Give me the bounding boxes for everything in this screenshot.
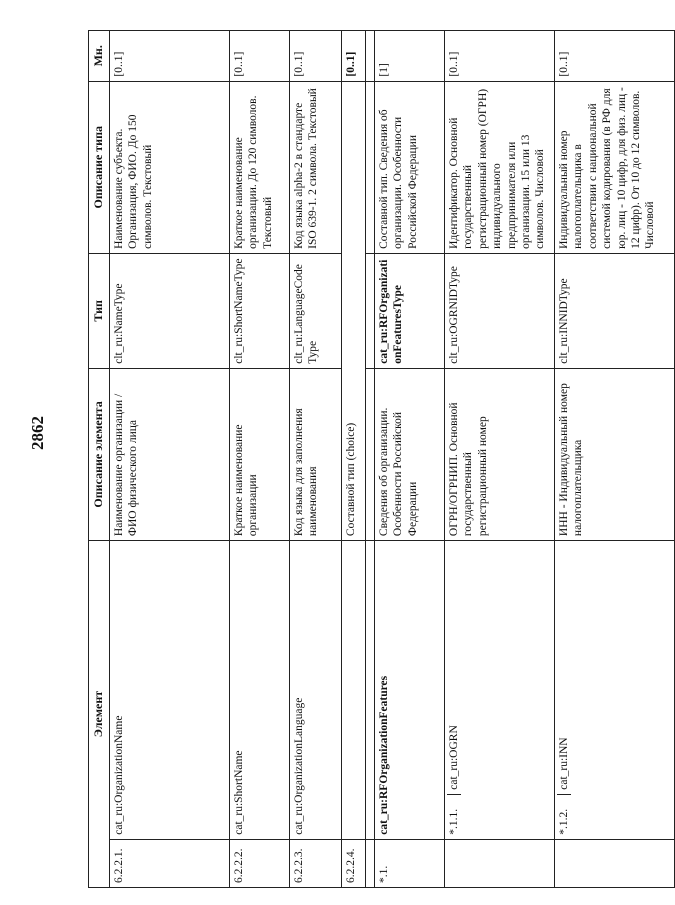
row-number: 6.2.2.4. [342, 839, 366, 887]
table-gap-row [366, 31, 375, 888]
row-type-desc: Краткое наименование организации. До 120 символов. Текстовый [230, 81, 290, 253]
row-element: cat_ru:ShortName [230, 541, 290, 840]
row-type: clt_ru:OGRNIDType [445, 253, 555, 368]
row-type: clt_ru:ShortNameType [230, 253, 290, 368]
row-min: [0..1] [555, 31, 675, 82]
table-row [555, 31, 675, 888]
header-min: Мн. [89, 31, 110, 82]
row-element-desc: Краткое наименование организации [230, 368, 290, 540]
rotated-table-container [88, 30, 657, 888]
header-element: Элемент [89, 541, 110, 888]
row-min: [0..1] [445, 31, 555, 82]
row-type: clt_ru:INNIDType [555, 253, 675, 368]
row-element [342, 541, 366, 840]
row-type-desc: Индивидуальный номер налогоплательщика в соответствии с национальной системой кодирования (в РФ для юр. лиц - 10 цифр, для физ. лиц - 12 цифр). От 10 до 12 символов. Числовой [555, 81, 675, 253]
header-element-desc: Описание элемента [89, 368, 110, 540]
schema-table [88, 30, 675, 888]
page-number: 2862 [28, 416, 47, 450]
row-element-desc: ОГРН/ОГРНИП. Основной государственный регистрационный номер [445, 368, 555, 540]
table-header-row [89, 31, 110, 888]
table-row [342, 31, 366, 888]
row-element [555, 541, 675, 840]
row-element-desc: Код языка для заполнения наименования [290, 368, 342, 540]
table-row [110, 31, 230, 888]
row-element-desc: Составной тип (choice) [342, 81, 366, 541]
row-number: 6.2.2.1. [110, 839, 230, 887]
row-element-desc: ИНН - Индивидуальный номер налогоплательщика [555, 368, 675, 540]
row-type: clt_ru:NameType [110, 253, 230, 368]
row-min: [1] [375, 31, 445, 82]
row-subnumber: *.1.1. [447, 794, 461, 835]
row-type-desc: Код языка alpha-2 в стандарте ISO 639-1. 2 символа. Текстовый [290, 81, 342, 253]
row-number: 6.2.2.3. [290, 839, 342, 887]
row-subnumber: *.1.2. [557, 794, 571, 835]
row-min: [0..1] [342, 31, 366, 82]
header-type-desc: Описание типа [89, 81, 110, 253]
row-number-blank [555, 839, 675, 887]
row-type-desc: Наименование субъекта. Организация, ФИО. До 150 символов. Текстовый [110, 81, 230, 253]
row-type-desc: Составной тип. Сведения об организации. Особенности Российской Федерации [375, 81, 445, 253]
table-row [290, 31, 342, 888]
row-type: clt_ru:LanguageCodeType [290, 253, 342, 368]
row-element-desc: Наименование организации / ФИО физического лица [110, 368, 230, 540]
row-element: cat_ru:OrganizationName [110, 541, 230, 840]
row-element: cat_ru:RFOrganizationFeatures [375, 541, 445, 840]
row-min: [0..1] [230, 31, 290, 82]
row-type: cat_ru:RFOrganizationFeaturesType [375, 253, 445, 368]
table-row [375, 31, 445, 888]
rotated-page-frame [88, 30, 657, 888]
table-row [445, 31, 555, 888]
row-number: 6.2.2.2. [230, 839, 290, 887]
row-element-desc: Сведения об организации. Особенности Российской Федерации [375, 368, 445, 540]
table-row [230, 31, 290, 888]
row-type-desc: Идентификатор. Основной государственный регистрационный номер (ОГРН) индивидуального предпринимателя или организации. 15 или 13 символов. Числовой [445, 81, 555, 253]
row-element [445, 541, 555, 840]
row-min: [0..1] [290, 31, 342, 82]
row-number: *.1. [375, 839, 445, 887]
row-number-blank [445, 839, 555, 887]
row-element-name: cat_ru:OGRN [448, 725, 460, 790]
row-element: cat_ru:OrganizationLanguage [290, 541, 342, 840]
row-min: [0..1] [110, 31, 230, 82]
header-type: Тип [89, 253, 110, 368]
row-element-name: cat_ru:INN [558, 737, 570, 790]
